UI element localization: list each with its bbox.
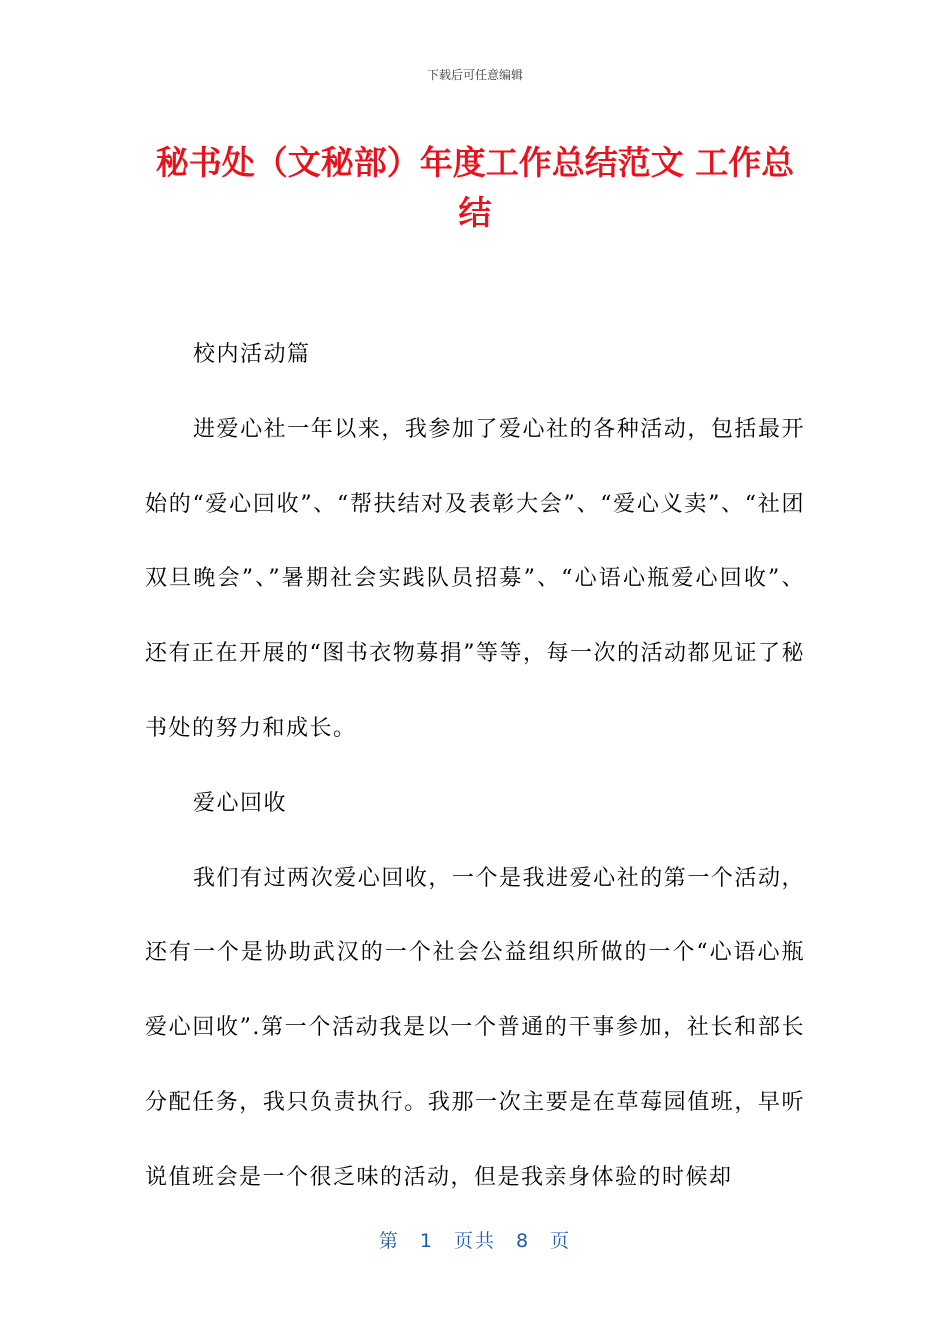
total-pages: 8 xyxy=(516,1230,531,1252)
document-title: 秘书处（文秘部）年度工作总结范文 工作总结 xyxy=(155,143,795,232)
section-heading-campus-activities: 校内活动篇 xyxy=(193,342,311,367)
body-paragraph: 我们有过两次爱心回收，一个是我进爱心社的第一个活动，还有一个是协助武汉的一个社会公益组织所做的一个“心语心瓶爱心回收”.第一个活动我是以一个普通的干事参加，社长和部长分配任务，我只负责执行。我那一次主要是在草莓园值班，早听说值班会是一个很乏味的活动，但是我亲身体验的时候却 xyxy=(145,865,805,1190)
page-number: 1 xyxy=(419,1230,434,1252)
page-label-mid: 页共 xyxy=(453,1230,496,1252)
section-heading-love-recycling: 爱心回收 xyxy=(193,790,288,816)
body-paragraph: 进爱心社一年以来，我参加了爱心社的各种活动，包括最开始的“爱心回收”、“帮扶结对及表彰大会”、“爱心义卖”、“社团双旦晚会”、”暑期社会实践队员招募”、“心语心瓶爱心回收”、还有正在开展的“图书衣物募捐”等等，每一次的活动都见证了秘书处的努力和成长。 xyxy=(145,416,805,741)
page-footer xyxy=(0,1226,950,1253)
page-label-suffix: 页 xyxy=(550,1230,572,1252)
header-note: 下载后可任意编辑 xyxy=(426,68,523,82)
document-body xyxy=(145,318,805,1216)
page-label-prefix: 第 xyxy=(378,1230,400,1252)
